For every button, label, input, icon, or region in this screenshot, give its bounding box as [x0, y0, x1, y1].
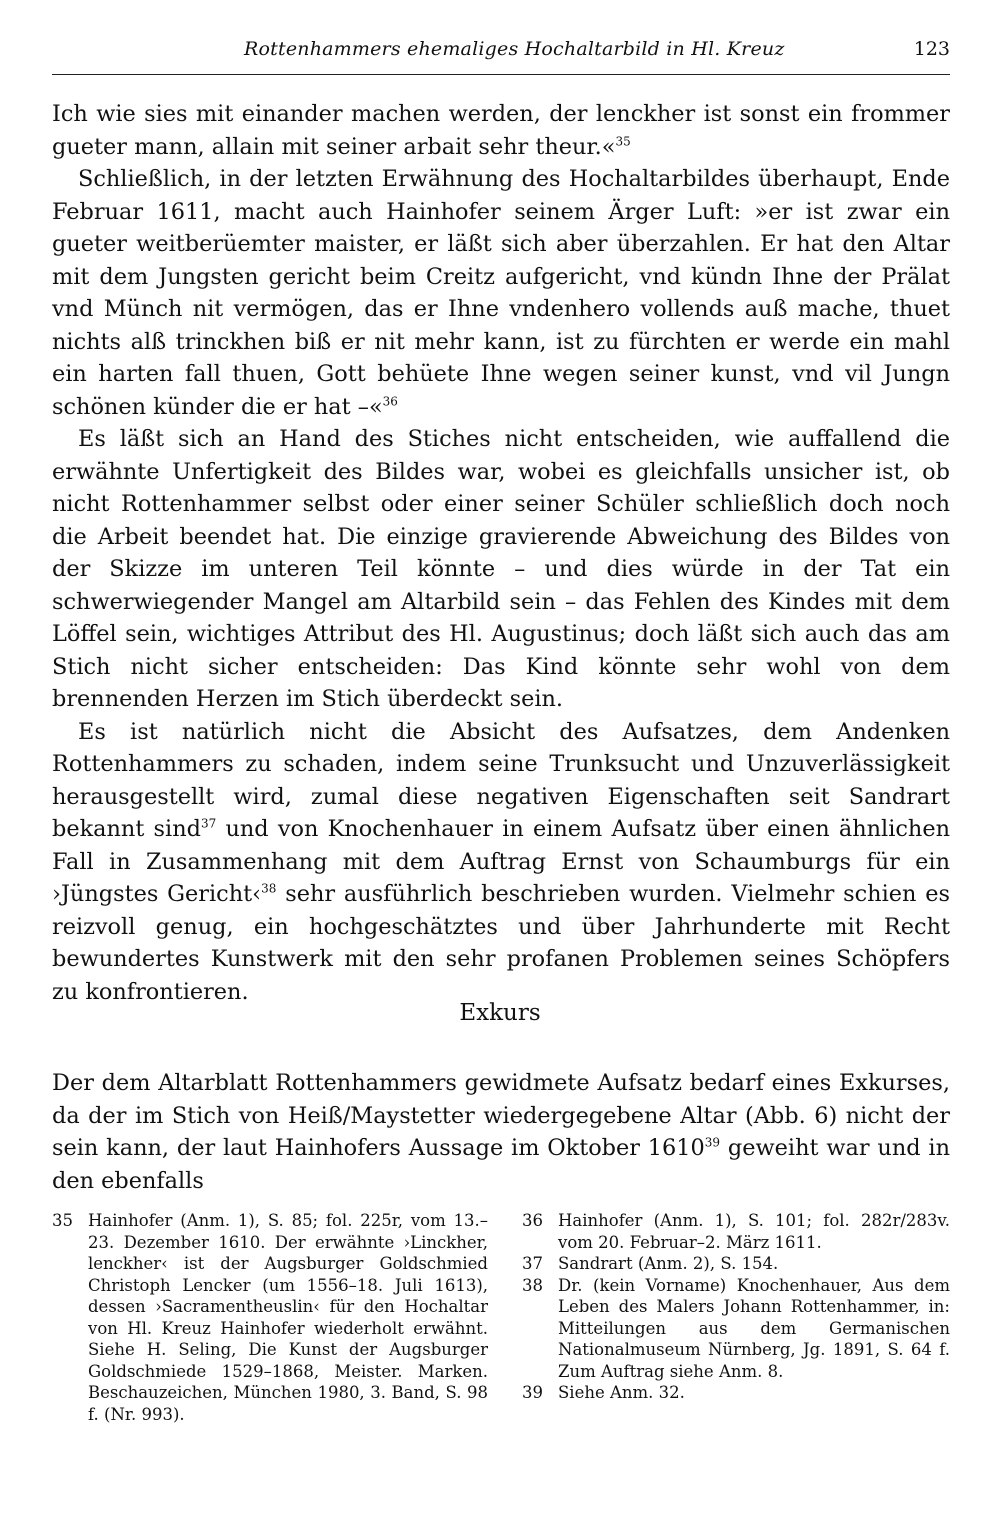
paragraph-text: Es ist natürlich nicht die Absicht des Aufsatzes, dem Andenken Rottenhammers zu schaden, indem seine Trunksucht und Unzuverlässigkeit herausgestellt wird, zumal diese negativen Eigenschaften seit Sandrart bekannt sind — [52, 718, 950, 842]
footnote-ref-36: 36 — [382, 394, 398, 409]
footnote-number: 37 — [522, 1254, 543, 1273]
footnote-number: 35 — [52, 1211, 73, 1230]
footnote-text: Sandrart (Anm. 2), S. 154. — [558, 1254, 779, 1273]
footnote-ref-38: 38 — [261, 881, 277, 896]
paragraph-text: sehr ausführlich beschrieben wurden. Vielmehr schien es reizvoll genug, ein hochgeschätztes und über Jahrhunderte mit Recht bewundertes Kunstwerk mit den sehr profanen Problemen seines Schöpfers zu konfrontieren. — [52, 881, 950, 1005]
section-heading: Exkurs — [459, 1000, 541, 1026]
paragraph-1 — [52, 98, 950, 163]
footnote-ref-35: 35 — [615, 134, 631, 149]
page-header — [52, 30, 950, 75]
paragraph-4 — [52, 716, 950, 1009]
exkurs-paragraph — [52, 1067, 950, 1197]
footnote-38 — [522, 1275, 950, 1383]
footnote-ref-39: 39 — [704, 1135, 721, 1150]
paragraph-2 — [52, 163, 950, 423]
paragraph-text: geweiht war und in den ebenfalls — [52, 1135, 950, 1194]
footnote-number: 38 — [522, 1275, 543, 1295]
footnotes-right-column — [522, 1210, 950, 1404]
footnote-text: Hainhofer (Anm. 1), S. 85; fol. 225r, vom 13.–23. Dezember 1610. Der erwähnte ›Linckher, lenckher‹ ist der Augsburger Goldschmied Christoph Lencker (um 1556–18. Juli 1613), dessen ›Sacramentheuslin‹ für den Hochaltar von Hl. Kreuz Hainhofer wiederholt erwähnt. Siehe H. Seling, Die Kunst der Augsburger Goldschmiede 1529–1868, Meister. Marken. Beschauzeichen, München 1980, 3. Band, S. 98 f. (Nr. 993). — [88, 1211, 488, 1424]
page-number: 123 — [913, 38, 950, 60]
paragraph-text: Der dem Altarblatt Rottenhammers gewidmete Aufsatz bedarf eines Exkurses, da der im Stich von Heiß/Maystetter wiedergegebene Altar (Abb. 6) nicht der sein kann, der laut Hainhofers Aussage im Oktober 1610 — [52, 1070, 950, 1161]
paragraph-text: Schließlich, in der letzten Erwähnung des Hochaltarbildes überhaupt, Ende Februar 1611, macht auch Hainhofer seinem Ärger Luft: »er ist zwar ein gueter weitberüemter maister, er läßt sich aber überzahlen. Er hat den Altar mit dem Jungsten gericht beim Creitz aufgericht, vnd kündn Ihne der Prälat vnd Münch nit vermögen, das er Ihne vndenhero vollends auß mache, thuet nichts alß trinckhen biß er nit mehr kann, ist zu fürchten er werde ein mahl ein harten fall thuen, Gott behüete Ihne wegen seiner kunst, vnd vil Jungn schönen künder die er hat –« — [52, 166, 950, 420]
paragraph-text: Es läßt sich an Hand des Stiches nicht entscheiden, wie auffallend die erwähnte Unfertigkeit des Bildes war, wobei es gleichfalls unsicher ist, ob nicht Rottenhammer selbst oder einer seiner Schüler schließlich doch noch die Arbeit beendet hat. Die einzige gravierende Abweichung des Bildes von der Skizze im unteren Teil könnte – und dies würde in der Tat ein schwerwiegender Mangel am Altarbild sein – das Fehlen des Kindes mit dem Löffel sein, wichtiges Attribut des Hl. Augustinus; doch läßt sich auch das am Stich nicht sicher entscheiden: Das Kind könnte sehr wohl von dem brennenden Herzen im Stich überdeckt sein. — [52, 426, 950, 712]
footnote-35 — [52, 1210, 488, 1425]
paragraph-text: und von Knochenhauer in einem Aufsatz über einen ähnlichen Fall in Zusammenhang mit dem Auftrag Ernst von Schaumburgs für ein ›Jüngstes Gericht‹ — [52, 816, 950, 907]
footnote-39 — [522, 1382, 950, 1404]
footnote-ref-37: 37 — [200, 816, 217, 831]
footnote-number: 39 — [522, 1383, 543, 1402]
paragraph-3 — [52, 423, 950, 716]
footnote-37 — [522, 1253, 950, 1275]
body-text — [52, 98, 950, 1008]
footnotes-left-column — [52, 1210, 488, 1425]
footnote-text: Siehe Anm. 32. — [558, 1383, 685, 1402]
footnote-text: Dr. (kein Vorname) Knochenhauer, Aus dem Leben des Malers Johann Rottenhammer, in: Mitteilungen aus dem Germanischen Nationalmuseum Nürnberg, Jg. 1891, S. 64 f. Zum Auftrag siehe Anm. 8. — [558, 1275, 950, 1381]
footnote-36 — [522, 1210, 950, 1253]
paragraph-text: Ich wie sies mit einander machen werden, der lenckher ist sonst ein frommer gueter mann, allain mit seiner arbait sehr theur.« — [52, 101, 950, 160]
footnote-number: 36 — [522, 1211, 543, 1230]
running-title: Rottenhammers ehemaliges Hochaltarbild in Hl. Kreuz — [244, 38, 785, 60]
footnote-text: Hainhofer (Anm. 1), S. 101; fol. 282r/283v. vom 20. Februar–2. März 1611. — [558, 1211, 950, 1252]
